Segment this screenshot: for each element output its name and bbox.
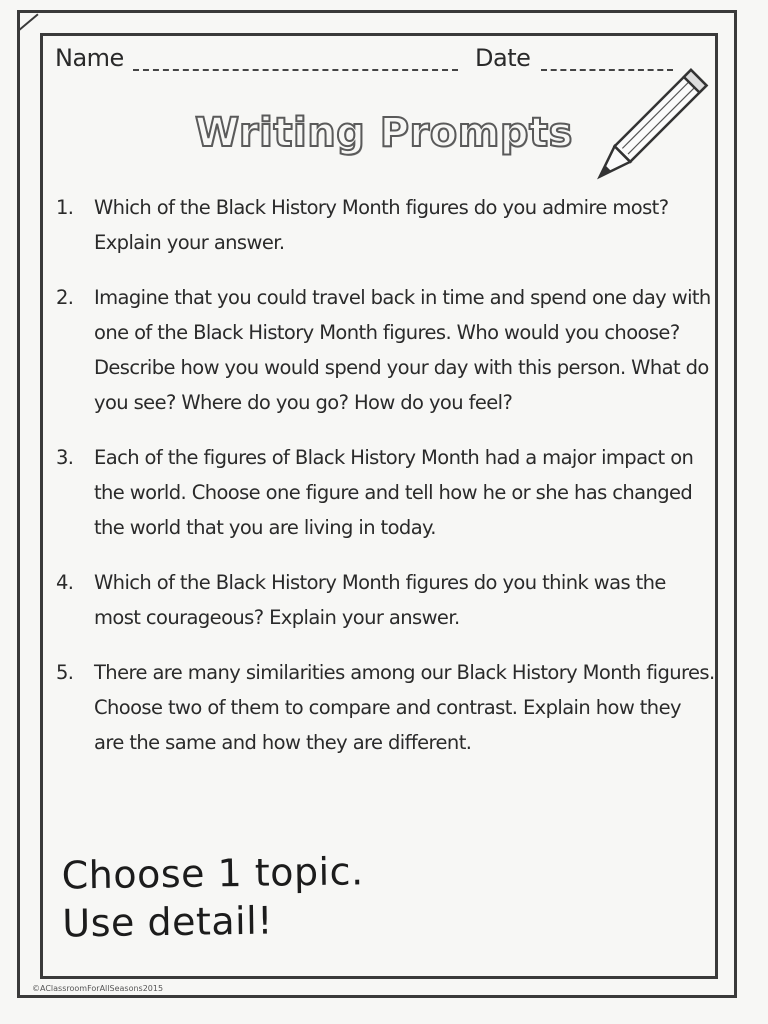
prompt-text: Imagine that you could travel back in time and spend one day with one of the Black History Month figures. Who would you choose? Describe how you would spend your day with this person. What do you see? Where do you go? How do you feel? (94, 286, 711, 414)
prompt-text: Which of the Black History Month figures do you admire most? Explain your answer. (94, 196, 669, 254)
prompt-item-4 (50, 565, 715, 635)
page-title: Writing Prompts (195, 110, 573, 156)
prompt-number: 1. (56, 196, 74, 219)
name-field-line (133, 69, 458, 71)
handwritten-line-1: Choose 1 topic. (61, 849, 364, 898)
pencil-icon (580, 55, 710, 205)
prompt-number: 5. (56, 661, 74, 684)
prompt-item-1 (50, 190, 715, 260)
handwritten-note (61, 845, 562, 948)
prompt-item-5 (50, 655, 715, 760)
prompt-number: 2. (56, 286, 74, 309)
name-label: Name (55, 44, 124, 72)
prompts-list (50, 190, 715, 780)
prompt-number: 3. (56, 446, 74, 469)
prompt-number: 4. (56, 571, 74, 594)
prompt-item-2 (50, 280, 715, 420)
prompt-text: Each of the figures of Black History Month had a major impact on the world. Choose one figure and tell how he or she has changed the world that you are living in today. (94, 446, 694, 539)
handwritten-line-2: Use detail! (62, 898, 274, 946)
prompt-text: There are many similarities among our Black History Month figures. Choose two of them to compare and contrast. Explain how they are the same and how they are different. (94, 661, 715, 754)
copyright-footer: ©AClassroomForAllSeasons2015 (32, 984, 164, 993)
prompt-item-3 (50, 440, 715, 545)
date-label: Date (475, 44, 531, 72)
prompt-text: Which of the Black History Month figures do you think was the most courageous? Explain your answer. (94, 571, 666, 629)
